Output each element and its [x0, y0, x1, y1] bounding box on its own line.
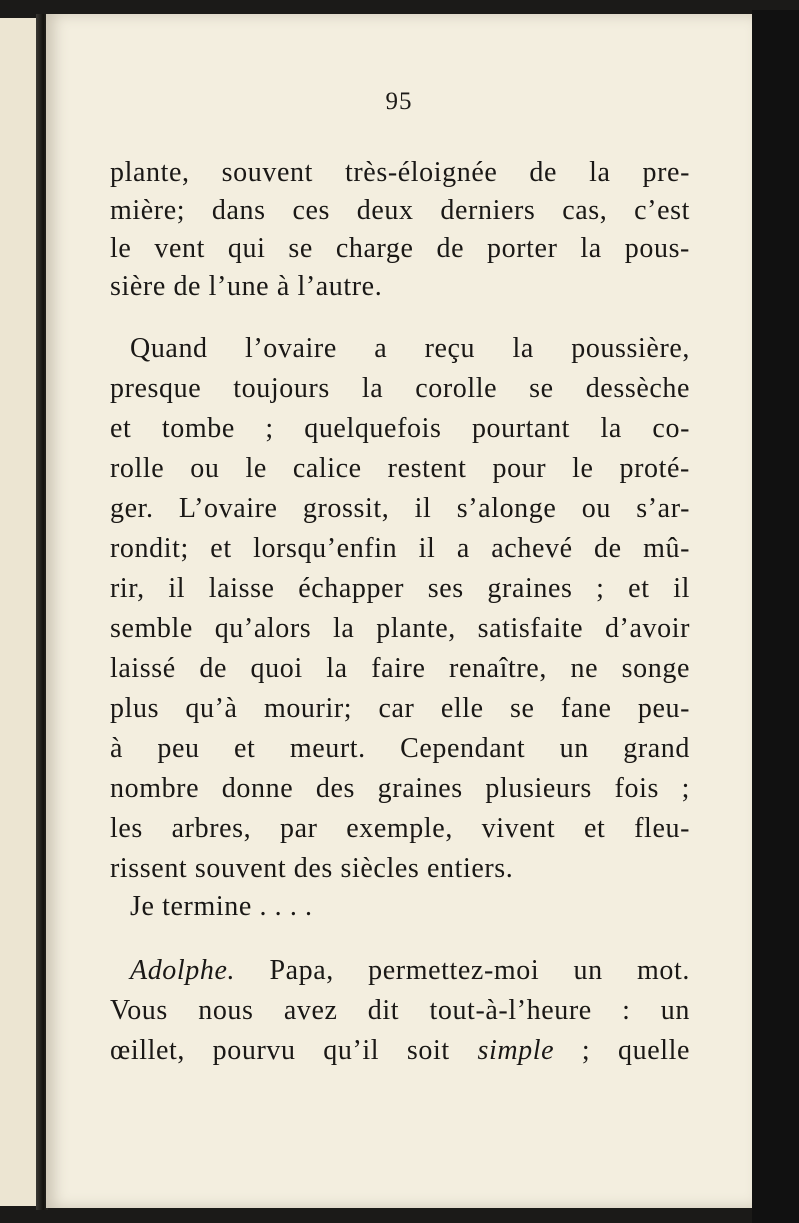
dialogue-text: Papa, permettez-moi un mot.	[269, 955, 690, 986]
text-line: rolle ou le calice restent pour le proté-	[110, 453, 690, 484]
speaker-name: Adolphe.	[130, 955, 236, 986]
text-line: nombre donne des graines plusieurs fois ;	[110, 773, 690, 804]
text-line: semble qu’alors la plante, satisfaite d’avoir	[110, 613, 690, 644]
text-line: Je termine . . . .	[130, 891, 313, 922]
text-fragment: ; quelle	[581, 1035, 691, 1066]
page-number: 95	[385, 88, 413, 115]
previous-page-edge	[0, 18, 37, 1206]
text-fragment: œillet, pourvu qu’il soit	[110, 1035, 450, 1066]
text-line: les arbres, par exemple, vivent et fleu-	[110, 813, 690, 844]
text-line: rissent souvent des siècles entiers.	[110, 853, 514, 884]
text-line: Quand l’ovaire a reçu la poussière,	[130, 333, 690, 364]
book-page	[46, 14, 752, 1208]
text-line: ger. L’ovaire grossit, il s’alonge ou s’ar-	[110, 493, 690, 524]
text-line: laissé de quoi la faire renaître, ne songe	[110, 653, 690, 684]
text-line: plus qu’à mourir; car elle se fane peu-	[110, 693, 690, 724]
text-line: sière de l’une à l’autre.	[110, 271, 383, 302]
text-line: et tombe ; quelquefois pourtant la co-	[110, 413, 690, 444]
text-line: Vous nous avez dit tout-à-l’heure : un	[110, 995, 690, 1026]
emphasized-word: simple	[477, 1035, 555, 1066]
text-line	[110, 1034, 690, 1068]
text-line: rir, il laisse échapper ses graines ; et il	[110, 573, 690, 604]
text-line: le vent qui se charge de porter la pous-	[110, 233, 690, 264]
text-line: presque toujours la corolle se dessèche	[110, 373, 690, 404]
text-line: rondit; et lorsqu’enfin il a achevé de mû-	[110, 533, 690, 564]
text-line: mière; dans ces deux derniers cas, c’est	[110, 195, 690, 226]
text-line: à peu et meurt. Cependant un grand	[110, 733, 690, 764]
text-line: plante, souvent très-éloignée de la pre-	[110, 157, 690, 188]
dialogue-line	[130, 954, 690, 988]
scan-background-edge	[752, 10, 799, 1223]
